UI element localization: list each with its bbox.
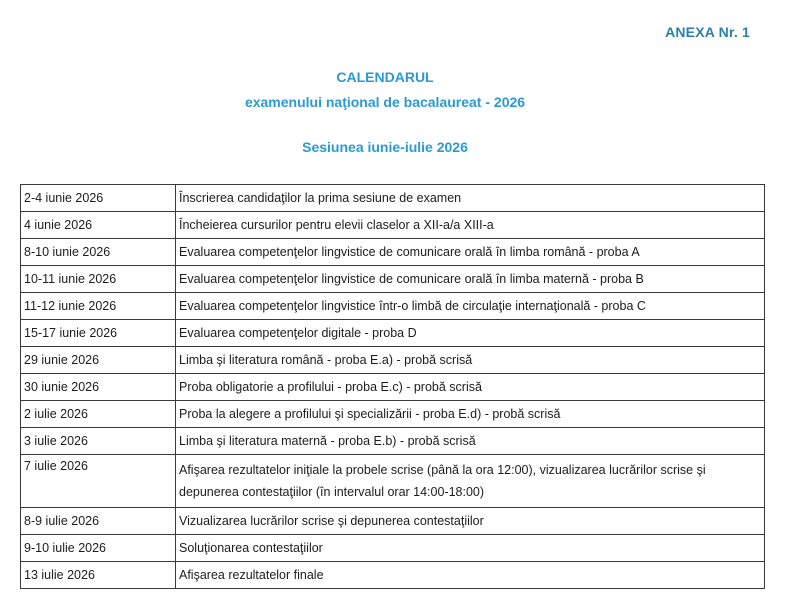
date-cell: 9-10 iulie 2026 bbox=[21, 535, 176, 562]
date-cell: 13 iulie 2026 bbox=[21, 562, 176, 589]
table-row bbox=[21, 212, 765, 239]
event-cell: Înscrierea candidaţilor la prima sesiune de examen bbox=[176, 185, 765, 212]
event-cell: Soluţionarea contestaţiilor bbox=[176, 535, 765, 562]
table-row bbox=[21, 293, 765, 320]
date-cell: 10-11 iunie 2026 bbox=[21, 266, 176, 293]
event-cell: Vizualizarea lucrărilor scrise şi depunerea contestaţiilor bbox=[176, 508, 765, 535]
event-cell: Evaluarea competenţelor lingvistice de comunicare orală în limba română - proba A bbox=[176, 239, 765, 266]
table-row bbox=[21, 455, 765, 508]
date-cell: 3 iulie 2026 bbox=[21, 428, 176, 455]
document-title: CALENDARUL bbox=[336, 69, 434, 85]
session-title: Sesiunea iunie-iulie 2026 bbox=[302, 139, 468, 155]
date-cell: 29 iunie 2026 bbox=[21, 347, 176, 374]
table-row bbox=[21, 266, 765, 293]
table-row bbox=[21, 428, 765, 455]
event-cell: Evaluarea competenţelor digitale - proba D bbox=[176, 320, 765, 347]
table-row bbox=[21, 185, 765, 212]
event-cell: Proba obligatorie a profilului - proba E.c) - probă scrisă bbox=[176, 374, 765, 401]
event-cell: Evaluarea competenţelor lingvistice de comunicare orală în limba maternă - proba B bbox=[176, 266, 765, 293]
event-cell: Evaluarea competenţelor lingvistice într-o limbă de circulaţie internaţională - proba C bbox=[176, 293, 765, 320]
date-cell: 8-10 iunie 2026 bbox=[21, 239, 176, 266]
event-cell: Afişarea rezultatelor iniţiale la probele scrise (până la ora 12:00), vizualizarea lucrărilor scrise şi depunerea contestaţiilor (în intervalul orar 14:00-18:00) bbox=[176, 455, 765, 508]
document-subtitle: examenului naţional de bacalaureat - 2026 bbox=[244, 94, 526, 110]
date-cell: 7 iulie 2026 bbox=[21, 455, 176, 508]
date-cell: 2-4 iunie 2026 bbox=[21, 185, 176, 212]
table-row bbox=[21, 320, 765, 347]
date-cell: 30 iunie 2026 bbox=[21, 374, 176, 401]
date-cell: 8-9 iulie 2026 bbox=[21, 508, 176, 535]
annex-label: ANEXA Nr. 1 bbox=[665, 24, 750, 40]
date-cell: 2 iulie 2026 bbox=[21, 401, 176, 428]
calendar-table bbox=[20, 184, 765, 589]
event-cell: Limba şi literatura română - proba E.a) - probă scrisă bbox=[176, 347, 765, 374]
table-row bbox=[21, 508, 765, 535]
table-row bbox=[21, 374, 765, 401]
date-cell: 15-17 iunie 2026 bbox=[21, 320, 176, 347]
date-cell: 11-12 iunie 2026 bbox=[21, 293, 176, 320]
table-row bbox=[21, 239, 765, 266]
table-row bbox=[21, 347, 765, 374]
table-row bbox=[21, 562, 765, 589]
date-cell: 4 iunie 2026 bbox=[21, 212, 176, 239]
table-row bbox=[21, 535, 765, 562]
event-cell: Limba şi literatura maternă - proba E.b) - probă scrisă bbox=[176, 428, 765, 455]
event-cell: Proba la alegere a profilului şi specializării - proba E.d) - probă scrisă bbox=[176, 401, 765, 428]
event-cell: Afişarea rezultatelor finale bbox=[176, 562, 765, 589]
table-row bbox=[21, 401, 765, 428]
event-cell: Încheierea cursurilor pentru elevii claselor a XII-a/a XIII-a bbox=[176, 212, 765, 239]
